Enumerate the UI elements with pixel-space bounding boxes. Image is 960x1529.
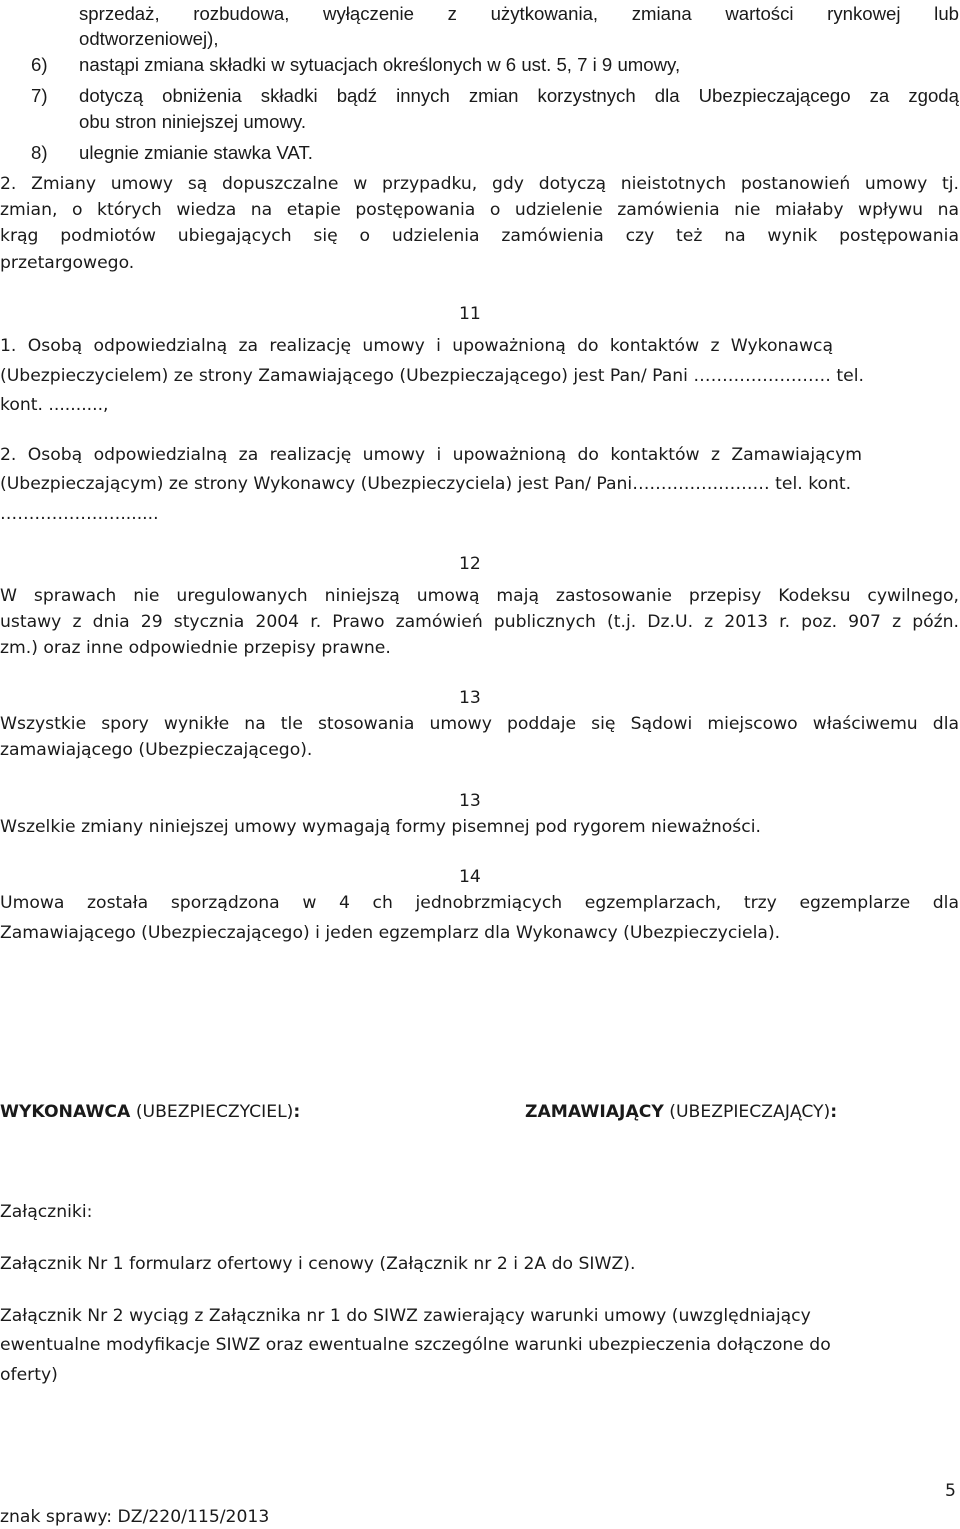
list-number: 8) (31, 142, 48, 163)
paragraph-line: zamawiającego (Ubezpieczającego). (0, 740, 313, 760)
paragraph-line: 2. Osobą odpowiedzialną za realizację umowy i upoważnioną do kontaktów z Zamawiającym (0, 445, 862, 465)
paragraph-line: (Ubezpieczającym) ze strony Wykonawcy (Ubezpieczyciela) jest Pan/ Pani…………………… tel. kont. (0, 474, 852, 494)
paragraph-line: przetargowego. (0, 253, 135, 273)
list-number: 7) (31, 85, 48, 106)
section-heading-11: 11 (459, 304, 481, 324)
section-heading-13-second: 13 (459, 791, 481, 811)
attachment-item-2: ewentualne modyfikacje SIWZ oraz ewentualne szczególne warunki ubezpieczenia dołączone do (0, 1335, 831, 1355)
paragraph-line: Umowa została sporządzona w 4 ch jednobrzmiących egzemplarzach, trzy egzemplarze dla (0, 893, 959, 913)
paragraph-line: Wszystkie spory wynikłe na tle stosowania umowy poddaje się Sądowi miejscowo właściwemu dla (0, 714, 959, 734)
page-number: 5 (945, 1481, 956, 1501)
signature-contractor (0, 1100, 300, 1124)
signature-client-role: ZAMAWIAJĄCY (525, 1102, 664, 1122)
paragraph-line: kont. .........., (0, 395, 109, 415)
paragraph-line: Wszelkie zmiany niniejszej umowy wymagają formy pisemnej pod rygorem nieważności. (0, 817, 761, 837)
paragraph-line: 2. Zmiany umowy są dopuszczalne w przypadku, gdy dotyczą nieistotnych postanowień umowy tj. (0, 174, 959, 194)
list-continuation-line: sprzedaż, rozbudowa, wyłączenie z użytkowania, zmiana wartości rynkowej lub (79, 3, 959, 24)
paragraph-line: 1. Osobą odpowiedzialną za realizację umowy i upoważnioną do kontaktów z Wykonawcą (0, 336, 833, 356)
case-reference: znak sprawy: DZ/220/115/2013 (0, 1507, 270, 1527)
paragraph-line: …………………....... (0, 504, 159, 524)
list-number: 6) (31, 54, 48, 75)
section-heading-14: 14 (459, 867, 481, 887)
signature-client-colon: : (830, 1102, 838, 1122)
signature-client (525, 1100, 837, 1124)
list-item-text: nastąpi zmiana składki w sytuacjach określonych w 6 ust. 5, 7 i 9 umowy, (79, 54, 681, 75)
signature-contractor-colon: : (293, 1102, 301, 1122)
section-heading-13: 13 (459, 688, 481, 708)
list-item-text: ulegnie zmianie stawka VAT. (79, 142, 313, 163)
paragraph-line: ustawy z dnia 29 stycznia 2004 r. Prawo zamówień publicznych (t.j. Dz.U. z 2013 r. poz. 907 z późn. (0, 612, 959, 632)
list-item-text: obu stron niniejszej umowy. (79, 111, 307, 132)
paragraph-line: (Ubezpieczycielem) ze strony Zamawiającego (Ubezpieczającego) jest Pan/ Pani …………………… tel. (0, 366, 864, 386)
signature-client-detail: (UBEZPIECZAJĄCY) (663, 1102, 831, 1122)
attachment-item-2: oferty) (0, 1365, 58, 1385)
paragraph-line: krąg podmiotów ubiegających się o udzielenia zamówienia czy też na wynik postępowania (0, 226, 959, 246)
paragraph-line: zmian, o których wiedza na etapie postępowania o udzielenie zamówienia nie miałaby wpływu na (0, 200, 959, 220)
list-continuation-line: odtworzeniowej), (79, 28, 219, 49)
list-item-text: dotyczą obniżenia składki bądź innych zmian korzystnych dla Ubezpieczającego za zgodą (79, 85, 959, 106)
attachment-item-2: Załącznik Nr 2 wyciąg z Załącznika nr 1 do SIWZ zawierający warunki umowy (uwzględniający (0, 1306, 811, 1326)
attachment-item-1: Załącznik Nr 1 formularz ofertowy i cenowy (Załącznik nr 2 i 2A do SIWZ). (0, 1254, 636, 1274)
paragraph-line: Zamawiającego (Ubezpieczającego) i jeden egzemplarz dla Wykonawcy (Ubezpieczyciela). (0, 923, 781, 943)
paragraph-line: W sprawach nie uregulowanych niniejszą umową mają zastosowanie przepisy Kodeksu cywilnego, (0, 586, 959, 606)
signature-contractor-role: WYKONAWCA (0, 1102, 131, 1122)
paragraph-line: zm.) oraz inne odpowiednie przepisy prawne. (0, 638, 391, 658)
attachments-heading: Załączniki: (0, 1202, 93, 1222)
signature-contractor-detail: (UBEZPIECZYCIEL) (130, 1102, 294, 1122)
section-heading-12: 12 (459, 554, 481, 574)
